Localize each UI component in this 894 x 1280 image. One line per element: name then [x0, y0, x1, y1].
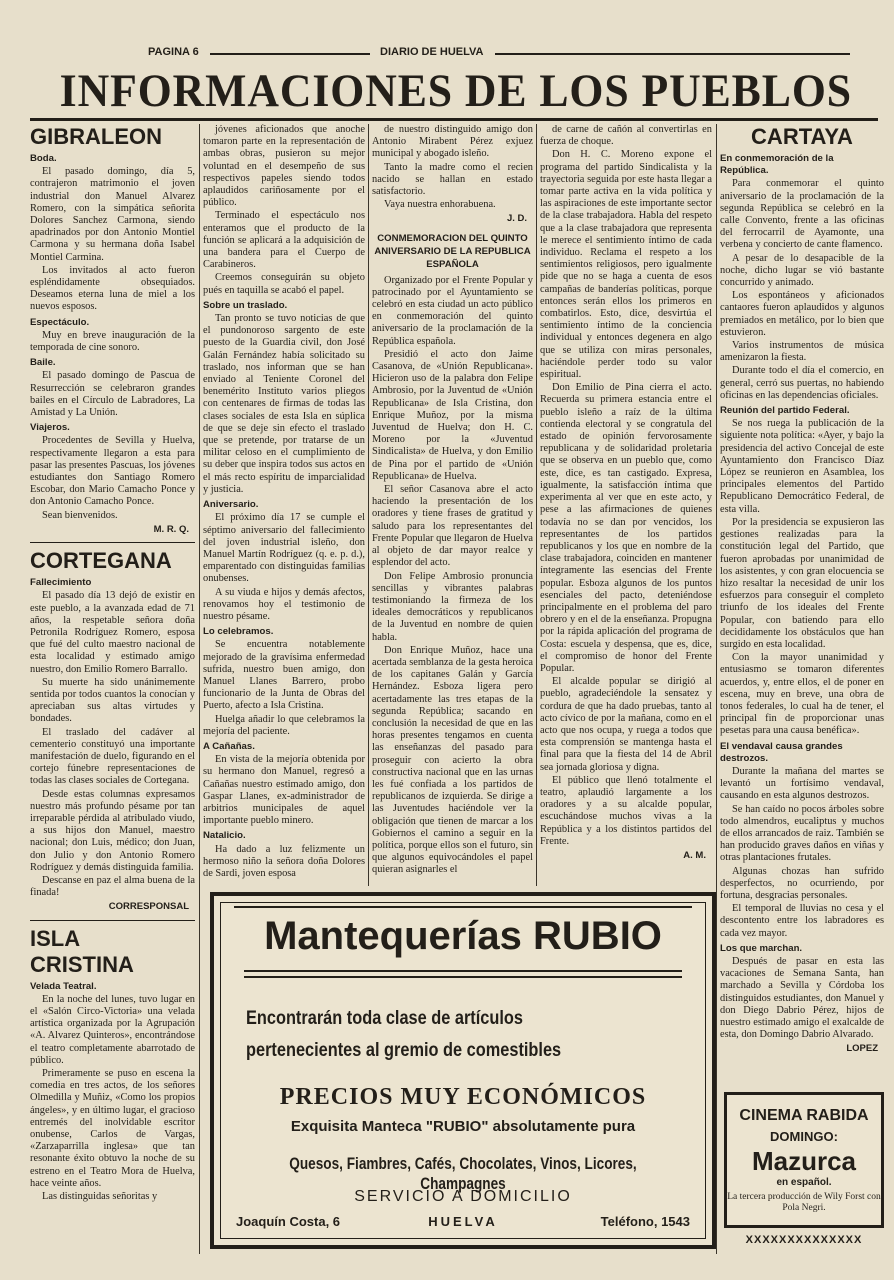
- advertisement-mantequerias-rubio: [210, 892, 716, 1249]
- column-divider: [368, 124, 369, 886]
- section-rule: [30, 542, 195, 543]
- paragraph: Por la presidencia se expusieron las gestiones realizadas para la constitución legal del Partido, que fueron aprobadas por unanimidad de los asistentes, y con gran elocuencia se hizo resaltar la necesidad de unir los esfuerzos para conseguir el completo triunfo de los ideales del Frente Popular, con batiendo para ello decididamente los obstáculos que han surgido en esta localidad.: [720, 516, 884, 650]
- ad-rule: [244, 976, 682, 978]
- column-gibraleon-cortegana-isla: [30, 124, 195, 1254]
- cinema-rabida-ad: [724, 1092, 884, 1228]
- paragraph: Las distinguidas señoritas y: [42, 1191, 158, 1203]
- ad-rule: [234, 906, 692, 908]
- paragraph: Con la mayor unanimidad y entusiasmo se tomaron diferentes acuerdos, y, entre ellos, el de poner en escena, muy en breve, una obra de tonos federales, lo cual ha de tener, el principal fin de proporcionar unas pesetas para una causa benéfica».: [720, 652, 884, 737]
- paragraph: El pasado domingo, día 5, contrajeron matrimonio el joven industrial don Manuel Alvarez Romero, con la simpática señorita Dolores Sanchez Carmona, siendo apadrinados por don Antonio Montiel Carmona y su hermana doña Isabel Montiel Carmina.: [30, 166, 195, 263]
- ad-products: Quesos, Fiambres, Cafés, Chocolates, Vinos, Licores, Champagnes: [289, 1154, 637, 1193]
- paragraph: Descanse en paz el alma buena de la finada!: [30, 874, 195, 899]
- paragraph: Algunas chozas han sufrido desperfectos, no ocurriendo, por fortuna, desgracias personales.: [720, 865, 884, 901]
- paragraph: de carne de cañón al convertirlas en fuerza de choque.: [540, 124, 712, 148]
- paragraph: El alcalde popular se dirigió al pueblo, agradeciéndole la sensatez y cordura de que ha dado pruebas, tanto al acto cívico de por la mañana, como en el acto que nos ocupa, y ruega a todos que esta comprensión se mantenga hasta el final para que la fiesta del 14 de Abril sea jornada gloriosa y digna.: [540, 676, 712, 773]
- paragraph: Sean bienvenidos.: [42, 509, 118, 521]
- paragraph: Don Enrique Muñoz, hace una acertada semblanza de la gesta heroica de los capitanes Galán y García Hernández. Esboza ligera pero acertadamente las tres etapas de la segunda República; sacando en conclusión la necesidad de que en las horas presentes tengamos en cuenta las enseñanzas del pasado para proseguir con acierto la obra constructiva nacional que en las urnas les fué confiada a los partidos de republicanos de izquierda. Se dirige a las Juventudes haciéndole ver la obligación que tienen de marcar a los Gobiernos el camino a seguir en la política, porque ellos son el futuro, sin que algunos equivocándoles el papel quieran asignarles el: [372, 644, 533, 876]
- paragraph: En vista de la mejoría obtenida por su hermano don Manuel, regresó a Cañañas nuestro estimado amigo, don Gaspar Llanes, ex-administrador de arbitrios municipales de aquel importante pueblo minero.: [203, 754, 365, 827]
- cinema-lang: en español.: [776, 1177, 832, 1188]
- paragraph: El señor Casanova abre el acto haciendo la presentación de los oradores y tiene frases de gratitud y saludo para los representantes del Frente Popular que llegaron de Huelva al objeto de dar mayor realce y esplendor del acto.: [372, 484, 533, 569]
- subhead-baile: Baile.: [30, 357, 56, 369]
- page-header: [0, 46, 894, 62]
- column-divider: [199, 124, 200, 1254]
- paragraph: Don H. C. Moreno expone el programa del partido Sindicalista y la trayectoria seguida por este hasta llegar a tomar parte activa en la vida política y las aspiraciones de este importante sector de la clase trabajadora. Habla del respeto que a la clase trabajadora que representa le merece el sentimiento íntimo de cada individuo. Reclama el respeto a los sentimientos religiosos, pero igualmente pide que no se haga a cuenta de esos campañas de banderías políticas, porque entonces serán ellos los primeros en combatirlos. Esto, dice, desvirtúa el sentimiento íntimo de la conciencia individual y entonces degenera en algo que se utiliza con miras personales, haciéndole perder todo su valor espiritual.: [540, 149, 712, 381]
- signature: M. R. Q.: [153, 523, 189, 535]
- ad-line: Encontrarán toda clase de artículos: [246, 1008, 523, 1029]
- paragraph: Los invitados al acto fueron espléndidamente obsequiados. Deseamos eterna luna de miel a los nuevos esposos.: [30, 264, 195, 313]
- paragraph: A pesar de lo desapacible de la noche, dicho lugar se vió bastante concurrido y animado.: [720, 252, 884, 289]
- paragraph: El pasado día 13 dejó de existir en este pueblo, a la avanzada edad de 71 años, la respetable señora doña Petronila Rodríguez Romero, esposa que fué del culto maestro nacional de esta localidad y estimado amigo nuestro, don Emilio Romero Barrallo.: [30, 590, 195, 675]
- cinema-title: CINEMA RABIDA: [739, 1107, 869, 1124]
- cinema-day: DOMINGO:: [770, 1129, 838, 1144]
- subhead-velada-teatral: Velada Teatral.: [30, 980, 97, 992]
- column-divider: [716, 124, 717, 1254]
- paragraph: El pasado domingo de Pascua de Resurrección se celebraron grandes bailes en el Círculo de Labradores, La Amistad y La Unión.: [30, 370, 195, 419]
- column-conmemoracion-cont: [540, 124, 712, 889]
- article-headline: CONMEMORACION DEL QUINTO ANIVERSARIO DE LA REPUBLICA ESPAÑOLA: [374, 232, 531, 270]
- subhead-viajeros: Viajeros.: [30, 422, 70, 434]
- paragraph: jóvenes aficionados que anoche tomaron parte en la representación de ambas obras, pusieron su mejor voluntad en el desempeño de sus respectivos papeles siendo todos aplaudidos cariñosamente por el público.: [203, 124, 365, 209]
- town-heading-cortegana: CORTEGANA: [30, 548, 172, 574]
- ad-manteca: Exquisita Manteca "RUBIO" absolutamente pura: [290, 1118, 636, 1135]
- town-heading-isla: ISLA: [30, 925, 81, 951]
- subhead-traslado: Sobre un traslado.: [203, 299, 288, 311]
- ad-service: SERVICIO A DOMICILIO: [354, 1188, 572, 1205]
- ad-prices: PRECIOS MUY ECONÓMICOS: [279, 1084, 647, 1110]
- paragraph: Don Emilio de Pina cierra el acto. Recuerda su primera estancia entre el pueblo isleño a raíz de la última contienda electoral y se congratula del estado de opinión fervorosamente republicana y de solidaridad proletaria que se observa en un pueblo que, como este, dice, es tan castigado. Expresa, igualmente, la satisfacción íntima que experimenta al ver que en este acto, y pese a las afirmaciones de quienes todavía no se dan por vencidos, los representantes de los partidos republicanos y los que en nombre de la clase trabajadora, coinciden en mantener íntegramente las esencias del Frente popular. Esboza algunos de los puntos esenciales del pacto, deteniéndose principalmente en el problema del paro obrero y en el de la enseñanza. Propugna por la rápida aplicación del programa de Costa: escuela y despensa, que es, dice, el compromiso de honor del Frente Popular.: [540, 382, 712, 674]
- newspaper-name: DIARIO DE HUELVA: [380, 46, 484, 58]
- paragraph: Huelga añadir lo que celebramos la mejoría del paciente.: [203, 713, 365, 737]
- header-rule-left: [210, 53, 370, 55]
- ad-brand: Mantequerías RUBIO: [264, 914, 662, 958]
- ad-address: Joaquín Costa, 6: [236, 1214, 341, 1229]
- ad-phone: Teléfono, 1543: [600, 1214, 690, 1229]
- signature: CORRESPONSAL: [108, 901, 189, 913]
- section-rule: [30, 920, 195, 921]
- subhead-lo-celebramos: Lo celebramos.: [203, 626, 274, 638]
- cinema-film: Mazurca: [751, 1146, 857, 1176]
- paragraph: Primeramente se puso en escena la comedia en tres actos, de los señores Olmedilla y Muñiz, «Como los propios ángeles», y en último lugar, el gracioso entremés del inolvidable escritor onubense, Carlos de Vargas, «Zarzaparrilla inglesa» que tan resonante éxito obtuvo la noche de su estreno en el Teatro Mora de Huelva, hace veinte años.: [30, 1068, 195, 1189]
- paragraph: Los espontáneos y aficionados cantaores fueron aplaudidos y algunos premiados en metálico, por lo bien que estuvieron.: [720, 290, 884, 338]
- paragraph: Organizado por el Frente Popular y patrocinado por el Ayuntamiento se celebró en esta ciudad un acto público en conmemoración del quinto aniversario de la proclamación de la República española.: [372, 274, 533, 347]
- paragraph: Procedentes de Sevilla y Huelva, respectivamente llegaron a esta para pasar las presentes Pascuas, los jóvenes estudiantes don Santiago Romero Escobar, don Mario Camacho Ponce y don Antonio Camacho Ponce.: [30, 435, 195, 508]
- section-banner: INFORMACIONES DE LOS PUEBLOS: [59, 65, 852, 117]
- paragraph: Terminado el espectáculo nos enteramos que el producto de la función se aplicará a la adquisición de una bandera para el Cuerpo de Carabineros.: [203, 210, 365, 271]
- banner-rule: [30, 118, 878, 121]
- page-number: PAGINA 6: [148, 46, 199, 58]
- paragraph: Para conmemorar el quinto aniversario de la proclamación de la segunda República se celebró en la calle Convento, frente a las oficinas del ferrocarril de Ayamonte, una verbena y concierto de cante flamenco.: [720, 178, 884, 251]
- paragraph: El público que llenó totalmente el teatro, aplaudió largamente a los oradores y a su alcalde popular, escuchándose muchos vivas a la República y a los distintos partidos del Frente.: [540, 774, 712, 847]
- paragraph: Se encuentra notablemente mejorado de la gravísima enfermedad sufrida, nuestro buen amigo, don Manuel Llanes Barrero, probo funcionario de la Junta de Obras del Puerto, afecto a Isla Cristina.: [203, 639, 365, 712]
- paragraph: Durante todo el día el comercio, en general, cerró sus puertas, no habiendo oficinas en las dependencias oficiales.: [720, 365, 884, 401]
- paragraph: El traslado del cadáver al cementerio constituyó una importante manifestación de duelo, figurando en el cortejo fúnebre representaciones de todas las clases sociales de Cortegana.: [30, 726, 195, 787]
- header-rule-right: [495, 53, 850, 55]
- paragraph: Tanto la madre como el recien nacido se hallan en estado satisfactorio.: [372, 161, 533, 198]
- subhead-boda: Boda.: [30, 153, 57, 164]
- paragraph: Se nos ruega la publicación de la siguiente nota política: «Ayer, y bajo la presidencia del activo Concejal de este Ayuntamiento don Francisco Díaz López se reunieron en Asamblea, los principales elementos del Partido Republicano Democrático Federal, de esta villa.: [720, 418, 884, 515]
- paragraph: Desde estas columnas expresamos nuestro más profundo pésame por tan irreparable pérdida al atribulado viudo, a sus hijos don Manuel, maestro nacional; don Luis, médico; don Juan, don Julio y don Antonio Romero Rodríguez y demás distinguida familia.: [30, 788, 195, 873]
- paragraph: Durante la mañana del martes se levantó un fortísimo vendaval, causando en esta algunos destrozos.: [720, 765, 884, 802]
- ad-city: HUELVA: [428, 1214, 498, 1229]
- paragraph: Muy en breve inauguración de la temporada de cine sonoro.: [30, 329, 195, 354]
- paragraph: El próximo día 17 se cumple el séptimo aniversario del fallecimiento del joven industrial isleño, don Manuel Martín Rodríguez (q. e. p. d.), emparentado con distinguidas familias onubenses.: [203, 512, 365, 585]
- paragraph: de nuestro distinguido amigo don Antonio Mirabent Pérez exjuez municipal y abogado isleño.: [372, 124, 533, 160]
- paragraph: Creemos conseguirán su objeto pués en taquilla se acabó el papel.: [203, 272, 365, 296]
- town-heading-cartaya: CARTAYA: [751, 124, 853, 149]
- cinema-description: La tercera producción de Wily Forst con Pola Negri.: [727, 1192, 881, 1213]
- paragraph: Su muerte ha sido unánimemente sentida por todos cuantos la conocían y apreciaban sus altas virtudes y bondades.: [30, 676, 195, 725]
- paragraph: Presidió el acto don Jaime Casanova, de «Unión Republicana». Hicieron uso de la palabra don Felipe Ambrosio, por la Juventud de «Unión Republicana» de Isla Cristina, don Enrique Muñoz, por la misma Juventud de Huelva; don H. C. Moreno por la «Juventud Sindicalista» de Huelva, y don Emilio de Pina por el partido de «Unión Republicana» de Huelva.: [372, 348, 533, 482]
- paragraph: Ha dado a luz felizmente un hermoso niño la señora doña Dolores de Sardi, joven esposa: [203, 843, 365, 879]
- paragraph: Varios instrumentos de música amenizaron la fiesta.: [720, 340, 884, 364]
- ornament-row: XXXXXXXXXXXXXX: [745, 1234, 863, 1246]
- subhead-aniversario: Aniversario.: [203, 499, 259, 511]
- subhead-reunion-federal: Reunión del partido Federal.: [720, 405, 850, 417]
- town-heading-cristina: CRISTINA: [30, 951, 134, 977]
- subhead-vendaval: El vendaval causa grandes destrozos.: [720, 740, 843, 764]
- paragraph: Después de pasar en esta las vacaciones de Semana Santa, han marchado a Sevilla y Córdoba los distinguidos estudiantes, don Manuel y don Diego Dabrio Pérez, hijos de nuestro estimado amigo el exalcalde de esta, don Domingo Dabrio Alvarado.: [720, 956, 884, 1041]
- paragraph: Se han caído no pocos árboles sobre todo almendros, eucaliptus y muchos de ellos arrancados de raiz. También se han producido graves daños en viñas y otras plantaciones frutales.: [720, 803, 884, 864]
- paragraph: Don Felipe Ambrosio pronuncia sencillas y vibrantes palabras testimoniando la firmeza de los ideales democráticos y republicanos de la Juventud en nombre de quien habla.: [372, 570, 533, 643]
- subhead-fallecimiento: Fallecimiento: [30, 577, 92, 589]
- ad-line: pertenecientes al gremio de comestibles: [246, 1040, 562, 1061]
- subhead-natalicio: Natalicio.: [203, 830, 246, 842]
- column-cartaya: [720, 124, 884, 1086]
- column-divider: [536, 124, 537, 886]
- town-heading-gibraleon: GIBRALEON: [30, 124, 162, 149]
- signature: J. D.: [506, 213, 527, 225]
- subhead-espectaculo: Espectáculo.: [30, 316, 90, 328]
- ad-rule: [244, 970, 682, 972]
- subhead-conmemoracion: En conmemoración de la República.: [720, 153, 834, 177]
- signature: A. M.: [683, 849, 706, 861]
- paragraph: En la noche del lunes, tuvo lugar en el «Salón Circo-Victoria» una velada artística organizada por la Agrupación «A. Alvarez Quinteros», encontrándose el teatro completamente abarrotado de público.: [30, 993, 195, 1066]
- subhead-los-que-marchan: Los que marchan.: [720, 942, 803, 954]
- paragraph: A su viuda e hijos y demás afectos, renovamos hoy el testimonio de nuestro pésame.: [203, 586, 365, 622]
- subhead-cananas: A Cañañas.: [203, 740, 255, 752]
- signature: LOPEZ: [846, 1043, 878, 1055]
- paragraph: Vaya nuestra enhorabuena.: [384, 199, 496, 211]
- column-conmemoracion: [372, 124, 533, 889]
- paragraph: El temporal de lluvias no cesa y el descontento entre los labradores es cada vez mayor.: [720, 903, 884, 939]
- column-isla-cristina-cont: [203, 124, 365, 889]
- paragraph: Tan pronto se tuvo noticias de que el pundonoroso sargento de este puesto de la Guardia civil, don José Galán Fernández había solicitado su traslado, nos informan que se han enviado al Teniente Coronel del benemérito Instituto varios pliegos con centenares de firmas de todas las clases sociales de esta Isla en súplica de que se deje sin efecto el traslado que se pretende, por tratarse de un militar celoso en el cumplimiento de su deber que inspira todos sus actos en el más recto espíritu de imparcialidad y justicia.: [203, 313, 365, 495]
